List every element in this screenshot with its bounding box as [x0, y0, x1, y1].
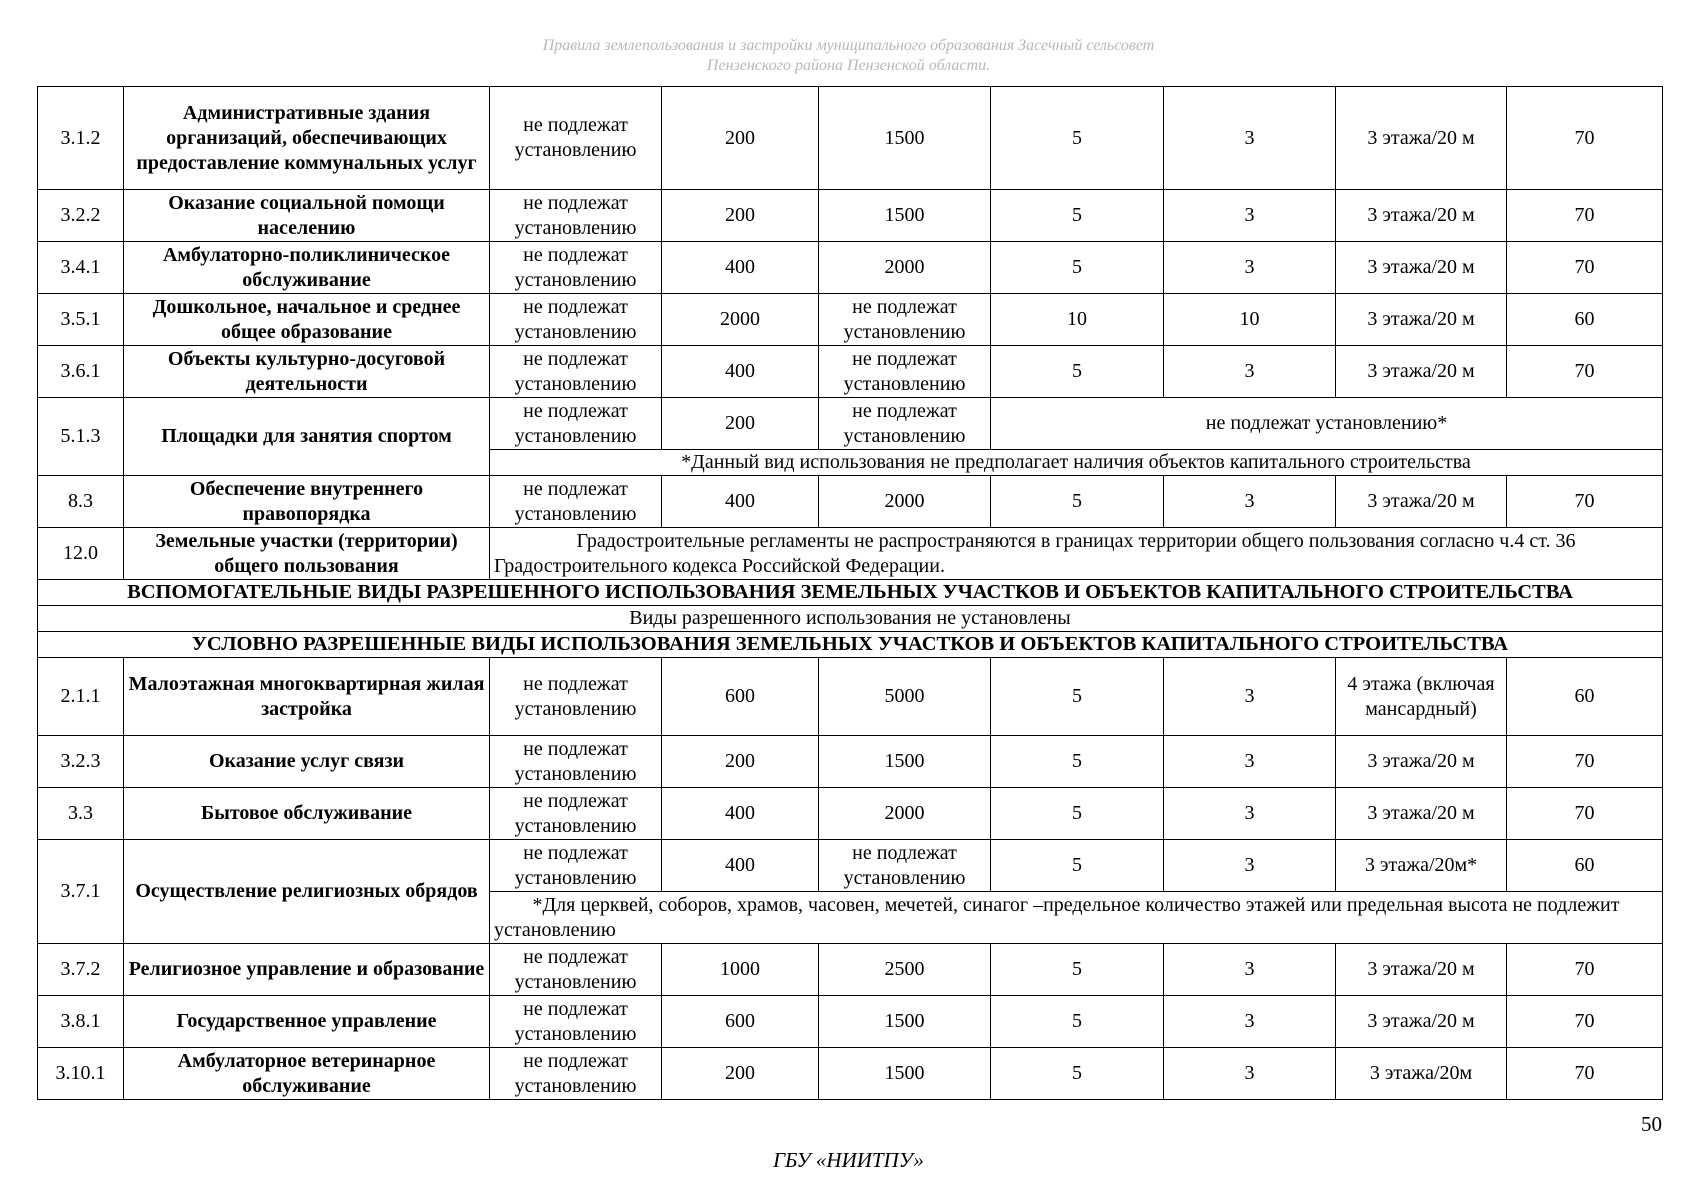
cell-max-floors: 3 этажа/20 м — [1336, 346, 1507, 398]
table-row — [38, 242, 1663, 294]
row-name: Амбулаторно-поликлиническое обслуживание — [124, 242, 490, 294]
cell-front-setback: 5 — [991, 346, 1164, 398]
cell-coverage: 70 — [1507, 736, 1663, 788]
cell-side-setback: 3 — [1164, 346, 1336, 398]
cell-max-floors: 3 этажа/20м — [1336, 1048, 1507, 1100]
table-row — [38, 996, 1663, 1048]
cell-max-area: 2500 — [819, 944, 991, 996]
row-name: Административные здания организаций, обеспечивающих предоставление коммунальных услуг — [124, 87, 490, 190]
cell-coverage: 70 — [1507, 788, 1663, 840]
cell-min-area: 600 — [662, 658, 819, 736]
cell-side-setback: 3 — [1164, 840, 1336, 892]
row-name: Малоэтажная многоквартирная жилая застройка — [124, 658, 490, 736]
cell-front-setback: 5 — [991, 788, 1164, 840]
table-row — [38, 944, 1663, 996]
cell-max-area: 1500 — [819, 996, 991, 1048]
page-footer: ГБУ «НИИТПУ» — [773, 1148, 924, 1172]
cell-coverage: 70 — [1507, 1048, 1663, 1100]
cell-coverage: 70 — [1507, 190, 1663, 242]
cell-side-setback: 3 — [1164, 996, 1336, 1048]
cell-max-area: 1500 — [819, 190, 991, 242]
table-row — [38, 528, 1663, 580]
cell-max-floors: 3 этажа/20 м — [1336, 476, 1507, 528]
cell-min-width: не подлежат установлению — [490, 346, 662, 398]
cell-min-area: 400 — [662, 840, 819, 892]
cell-front-setback: 10 — [991, 294, 1164, 346]
row-name: Религиозное управление и образование — [124, 944, 490, 996]
row-name: Земельные участки (территории) общего пользования — [124, 528, 490, 580]
cell-coverage: 70 — [1507, 346, 1663, 398]
row-code: 3.1.2 — [38, 87, 124, 190]
cell-side-setback: 3 — [1164, 87, 1336, 190]
cell-max-floors: 3 этажа/20 м — [1336, 736, 1507, 788]
table-row — [38, 736, 1663, 788]
table-row — [38, 190, 1663, 242]
cell-coverage: 60 — [1507, 840, 1663, 892]
cell-min-width: не подлежат установлению — [490, 398, 662, 450]
cell-coverage: 60 — [1507, 294, 1663, 346]
cell-min-width: не подлежат установлению — [490, 294, 662, 346]
cell-min-area: 2000 — [662, 294, 819, 346]
row-code: 3.7.2 — [38, 944, 124, 996]
cell-max-floors: 3 этажа/20 м — [1336, 294, 1507, 346]
table-row — [38, 1048, 1663, 1100]
cell-max-area: 2000 — [819, 242, 991, 294]
row-code: 3.7.1 — [38, 840, 124, 944]
cell-min-width: не подлежат установлению — [490, 1048, 662, 1100]
section-row — [38, 606, 1663, 632]
section-title-conditional: УСЛОВНО РАЗРЕШЕННЫЕ ВИДЫ ИСПОЛЬЗОВАНИЯ ЗЕМЕЛЬНЫХ УЧАСТКОВ И ОБЪЕКТОВ КАПИТАЛЬНОГО СТРОИТЕЛЬСТВА — [38, 632, 1663, 658]
section-heading — [38, 580, 1663, 606]
cell-min-area: 200 — [662, 398, 819, 450]
row-code: 5.1.3 — [38, 398, 124, 476]
cell-min-area: 400 — [662, 346, 819, 398]
cell-max-floors: 3 этажа/20 м — [1336, 87, 1507, 190]
regulations-table — [37, 86, 1663, 1100]
row-code: 3.6.1 — [38, 346, 124, 398]
row-footnote: *Данный вид использования не предполагает наличия объектов капитального строительства — [490, 450, 1663, 476]
row-code: 8.3 — [38, 476, 124, 528]
row-code: 2.1.1 — [38, 658, 124, 736]
cell-min-area: 200 — [662, 190, 819, 242]
section-text-auxiliary: Виды разрешенного использования не установлены — [38, 606, 1663, 632]
page-number: 50 — [1641, 1112, 1662, 1136]
cell-min-area: 200 — [662, 1048, 819, 1100]
cell-coverage: 60 — [1507, 658, 1663, 736]
cell-max-area: 5000 — [819, 658, 991, 736]
cell-front-setback: 5 — [991, 996, 1164, 1048]
row-code: 3.2.3 — [38, 736, 124, 788]
row-footnote: *Для церквей, соборов, храмов, часовен, мечетей, синагог –предельное количество этажей или предельная высота не подлежит установлению — [490, 892, 1663, 944]
cell-front-setback: 5 — [991, 658, 1164, 736]
cell-front-setback: 5 — [991, 840, 1164, 892]
cell-min-width: не подлежат установлению — [490, 658, 662, 736]
cell-max-area: не подлежат установлению — [819, 294, 991, 346]
cell-min-width: не подлежат установлению — [490, 996, 662, 1048]
cell-front-setback: 5 — [991, 476, 1164, 528]
cell-side-setback: 10 — [1164, 294, 1336, 346]
cell-max-area: не подлежат установлению — [819, 840, 991, 892]
section-title-auxiliary: ВСПОМОГАТЕЛЬНЫЕ ВИДЫ РАЗРЕШЕННОГО ИСПОЛЬЗОВАНИЯ ЗЕМЕЛЬНЫХ УЧАСТКОВ И ОБЪЕКТОВ КАПИТАЛЬНОГО СТРОИТЕЛЬСТВА — [38, 580, 1663, 606]
table-row — [38, 788, 1663, 840]
cell-max-floors: 3 этажа/20 м — [1336, 944, 1507, 996]
row-code: 3.3 — [38, 788, 124, 840]
cell-front-setback: 5 — [991, 242, 1164, 294]
cell-min-width: не подлежат установлению — [490, 840, 662, 892]
cell-min-area: 200 — [662, 87, 819, 190]
cell-min-area: 200 — [662, 736, 819, 788]
row-name: Осуществление религиозных обрядов — [124, 840, 490, 944]
cell-min-area: 400 — [662, 242, 819, 294]
cell-max-floors: 3 этажа/20 м — [1336, 788, 1507, 840]
row-code: 3.2.2 — [38, 190, 124, 242]
cell-merged-params: не подлежат установлению* — [991, 398, 1663, 450]
row-name: Бытовое обслуживание — [124, 788, 490, 840]
row-name: Амбулаторное ветеринарное обслуживание — [124, 1048, 490, 1100]
row-name: Государственное управление — [124, 996, 490, 1048]
running-header-line1: Правила землепользования и застройки муниципального образования Засечный сельсовет — [542, 37, 1155, 54]
cell-max-floors: 3 этажа/20 м — [1336, 996, 1507, 1048]
row-regulation-text: Градостроительные регламенты не распространяются в границах территории общего пользования согласно ч.4 ст. 36 Градостроительного кодекса Российской Федерации. — [490, 528, 1663, 580]
cell-min-width: не подлежат установлению — [490, 944, 662, 996]
row-code: 3.8.1 — [38, 996, 124, 1048]
row-name: Дошкольное, начальное и среднее общее образование — [124, 294, 490, 346]
section-heading — [38, 632, 1663, 658]
cell-min-width: не подлежат установлению — [490, 788, 662, 840]
cell-max-floors: 4 этажа (включая мансардный) — [1336, 658, 1507, 736]
cell-max-area: 2000 — [819, 476, 991, 528]
cell-min-width: не подлежат установлению — [490, 190, 662, 242]
cell-side-setback: 3 — [1164, 476, 1336, 528]
cell-front-setback: 5 — [991, 1048, 1164, 1100]
row-code: 3.5.1 — [38, 294, 124, 346]
cell-max-floors: 3 этажа/20 м — [1336, 190, 1507, 242]
cell-side-setback: 3 — [1164, 736, 1336, 788]
cell-front-setback: 5 — [991, 736, 1164, 788]
cell-coverage: 70 — [1507, 476, 1663, 528]
cell-min-width: не подлежат установлению — [490, 476, 662, 528]
table-row — [38, 658, 1663, 736]
cell-min-area: 400 — [662, 788, 819, 840]
cell-max-area: 1500 — [819, 87, 991, 190]
cell-front-setback: 5 — [991, 944, 1164, 996]
cell-side-setback: 3 — [1164, 190, 1336, 242]
cell-side-setback: 3 — [1164, 242, 1336, 294]
row-code: 3.4.1 — [38, 242, 124, 294]
cell-max-area: 2000 — [819, 788, 991, 840]
row-name: Обеспечение внутреннего правопорядка — [124, 476, 490, 528]
cell-max-area: не подлежат установлению — [819, 346, 991, 398]
cell-coverage: 70 — [1507, 242, 1663, 294]
cell-front-setback: 5 — [991, 87, 1164, 190]
row-name: Площадки для занятия спортом — [124, 398, 490, 476]
cell-min-area: 600 — [662, 996, 819, 1048]
table-row — [38, 87, 1663, 190]
running-header-line2: Пензенского района Пензенской области. — [706, 57, 991, 74]
cell-min-width: не подлежат установлению — [490, 87, 662, 190]
row-code: 3.10.1 — [38, 1048, 124, 1100]
table-row — [38, 294, 1663, 346]
cell-coverage: 70 — [1507, 87, 1663, 190]
table-row — [38, 346, 1663, 398]
row-name: Оказание социальной помощи населению — [124, 190, 490, 242]
cell-side-setback: 3 — [1164, 658, 1336, 736]
row-name: Оказание услуг связи — [124, 736, 490, 788]
cell-max-floors: 3 этажа/20 м — [1336, 242, 1507, 294]
cell-max-area: 1500 — [819, 1048, 991, 1100]
table-row — [38, 476, 1663, 528]
cell-max-area: 1500 — [819, 736, 991, 788]
cell-side-setback: 3 — [1164, 1048, 1336, 1100]
cell-front-setback: 5 — [991, 190, 1164, 242]
cell-coverage: 70 — [1507, 996, 1663, 1048]
cell-min-area: 400 — [662, 476, 819, 528]
cell-max-floors: 3 этажа/20м* — [1336, 840, 1507, 892]
row-code: 12.0 — [38, 528, 124, 580]
table-row — [38, 840, 1663, 892]
cell-side-setback: 3 — [1164, 788, 1336, 840]
cell-coverage: 70 — [1507, 944, 1663, 996]
row-name: Объекты культурно-досуговой деятельности — [124, 346, 490, 398]
cell-min-width: не подлежат установлению — [490, 736, 662, 788]
cell-max-area: не подлежат установлению — [819, 398, 991, 450]
table-row — [38, 398, 1663, 450]
cell-min-area: 1000 — [662, 944, 819, 996]
cell-side-setback: 3 — [1164, 944, 1336, 996]
cell-min-width: не подлежат установлению — [490, 242, 662, 294]
